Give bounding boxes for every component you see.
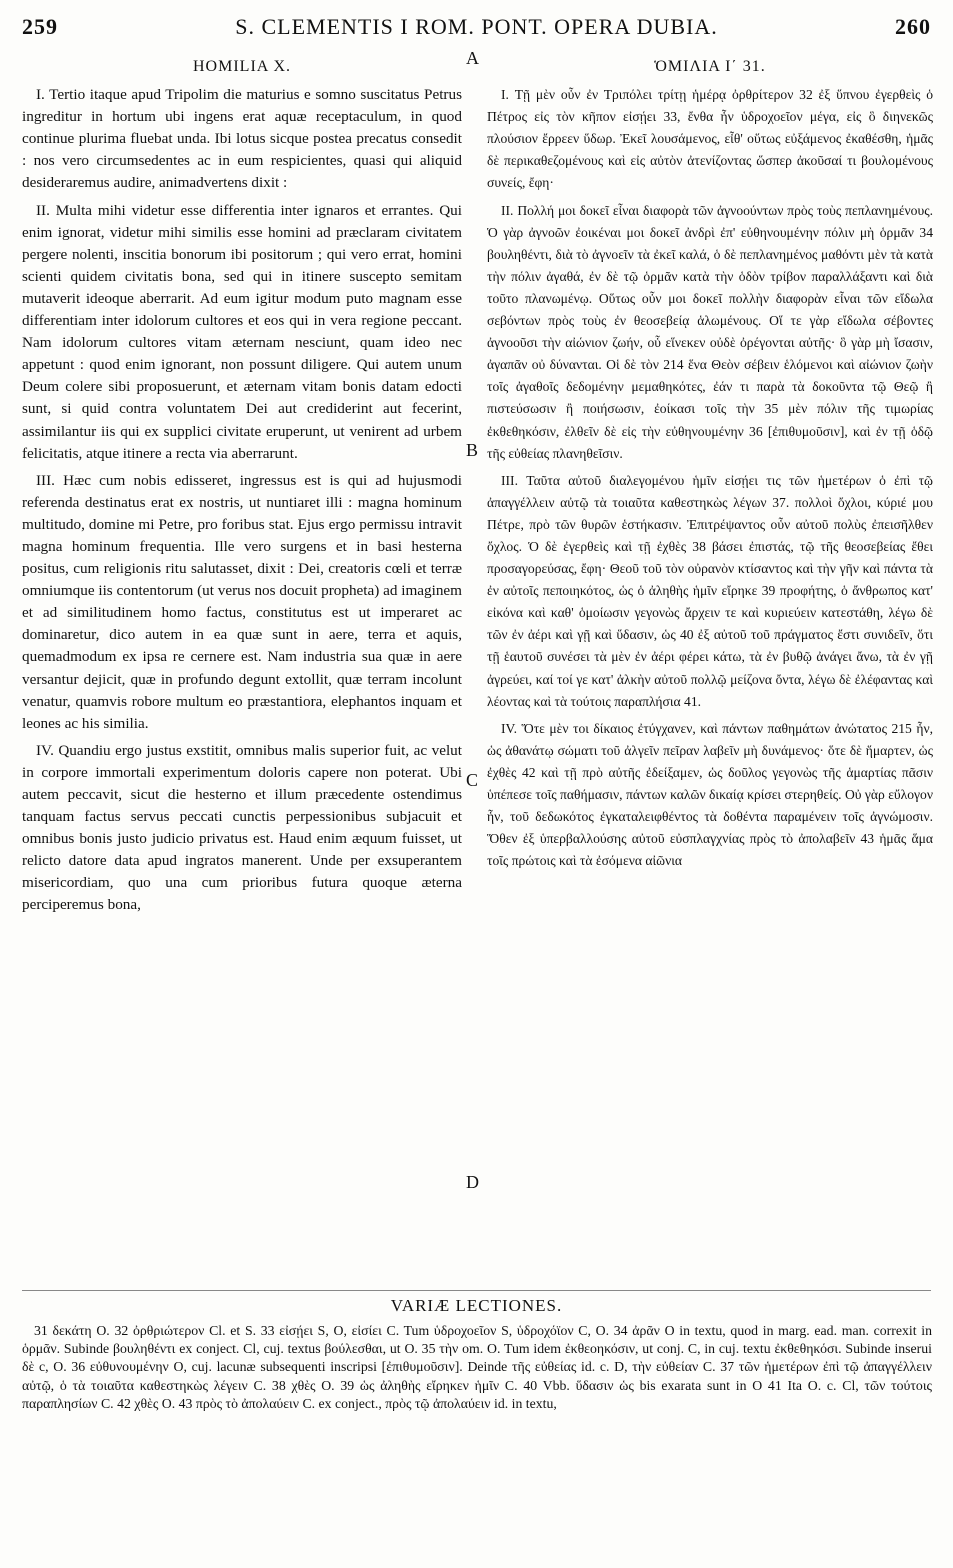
greek-paragraph-3: III. Ταῦτα αὐτοῦ διαλεγομένου ἡμῖν εἰσῄει τις τῶν ἡμετέρων ὁ ἐπὶ τῷ ἀπαγγέλλειν αὐτῷ τὰ τοιαῦτα καθεστηκὼς λέγων 37. πολλοὶ ὄχλοι, κύριέ μου Πέτρε, πρὸ τῶν θυρῶν ἑστήκασιν. Ἐπιτρέψαντος οὖν αὐτοῦ πολὺς ἐπεισῆλθεν ὄχλος. Ὁ δὲ ἐγερθεὶς καὶ τῇ ἐχθὲς 38 βάσει ἐπιστάς, τῷ τῆς θεοσεβείας ἔθει προσαγορεύσας, ἔφη· Θεοῦ τοῦ τὸν οὐρανὸν κτίσαντος καὶ τὴν γῆν καὶ πάντα τὰ ἐν αὐτοῖς πεποιηκότος, ὡς ὁ ἀληθὴς ἡμῖν εἴρηκε 39 προφήτης, ὁ ἄνθρωπος κατ' εἰκόνα καὶ καθ' ὁμοίωσιν γεγονὼς ἄρχειν τε καὶ κυριεύειν κατεστάθη, λέγω δὲ τῶν ἐν ἀέρι καὶ γῇ καὶ ὕδασιν, ὡς 40 ἐξ αὐτοῦ τοῦ πράγματος ἔστι συνιδεῖν, ὅτι τῇ ἑαυτοῦ συνέσει τὰ μὲν ἐν ἀέρι φέρει κάτω, τὰ ἐν βυθῷ ἀνάγει ἄνω, τὰ ἐν γῇ ἀγρεύει, καί τοί γε κατ' ἀλκὴν αὐτοῦ πολλῷ μείζονα ὄντα, λέγω δὲ ἐλέφαντας καὶ λέοντας καὶ τὰ τούτοις παραπλήσια 41. [487, 472, 933, 709]
margin-letter-a: A [466, 48, 479, 68]
greek-column [487, 56, 933, 1284]
greek-paragraph-2: II. Πολλή μοι δοκεῖ εἶναι διαφορὰ τῶν ἀγνοούντων πρὸς τοὺς πεπλανημένους. Ὁ γὰρ ἀγνοῶν ἐοικέναι μοι δοκεῖ ἀνδρὶ ἐπ' εὐθηνουμένην πόλιν μὴ ὁρμᾶν 34 βουληθέντι, διὰ τὸ ἀγνοεῖν τὰ ἐκεῖ καλά, ὁ δὲ πεπλανημένος μαθόντι μὲν τὰ κατὰ τὴν πόλιν ἀγαθά, ἐν δὲ τῷ ὁρμᾶν κατὰ τὴν ὁδὸν τρίβον παραλλάξαντι καὶ διὰ τοῦτο πλανωμένῳ. Οὕτως οὖν μοι δοκεῖ πολλὴν διαφορὰν εἶναι τῶν εἴδωλα σεβόντων πρὸς τοὺς ἐν θεοσεβείᾳ ἁλωμένους. Οἵ τε γὰρ εἴδωλα σέβοντες ἀγνοοῦσι τὴν αἰώνιον ζωήν, οὗ εἵνεκεν οὐδὲ ὀρέγονται αὐτῆς· ὃ γὰρ μὴ ἴσασιν, ἀγαπᾶν οὐ δύνανται. Οἱ δὲ τὸν 214 ἕνα Θεὸν σέβειν ἑλόμενοι καὶ αἰώνιον ζωὴν τοῖς ἀγαθοῖς δεδομένην μεμαθηκότες, ἐάν τι παρὰ τὰ δοκοῦντα τῷ Θεῷ ἢ πιστεύσωσιν ἢ ποιήσωσιν, ἐοίκασι τοῖς τὴν 35 μὲν πόλιν τῆς τιμωρίας ἐκθεθηκόσιν, ἐλθεῖν δὲ εἰς τὴν εὐθηνουμένην 36 [ἐπιθυμοῦσιν], καὶ ἐν τῇ ὁδῷ τῆς εὐθείας πλανηθεῖσιν. [487, 202, 933, 461]
variae-lectiones-title: VARIÆ LECTIONES. [390, 1296, 563, 1315]
page-number-left: 259 [22, 14, 58, 39]
greek-title: ὉΜΙΛΙΑ Ι΄ 31. [654, 58, 766, 75]
margin-letter-c: C [466, 770, 479, 790]
latin-title: HOMILIA X. [193, 58, 291, 75]
running-title: S. CLEMENTIS I ROM. PONT. OPERA DUBIA. [235, 14, 718, 39]
footnote-divider [22, 1290, 931, 1291]
margin-letter-d: D [466, 1172, 479, 1192]
variae-lectiones-notes: 31 δεκάτη O. 32 ὀρθριώτερον Cl. et S. 33 εἰσῄει S, O, εἰσίει C. Tum ὑδροχοεῖον S, ὑδροχόϊον C, O. 34 ἀρᾶν O in textu, quod in marg. ead. man. correxit in ὁρμᾶν. Subinde βουληθέντι ex conject. Cl, cuj. textus βούλεσθαι, ut O. 35 τὴν om. O. Tum idem ἐκθεοηκόσιν, ut conj. C, in cuj. textu ἐκθεθηκόσι. Subinde inserui δὲ c, O. 36 εὐθυνουμένην O, cuj. lacunæ subsequenti inscripsi [ἐπιθυμοῦσιν]. Deinde τῆς εὐθείας id. c. D, τὴν εὐθείαν C. 37 τῶν ἡμετέρων ἐπὶ τῷ ἀπαγγέλλειν αὐτῷ, ὁ τὰ τοιαῦτα καθεστηκὼς λέγειν C. 38 χθὲς O. 39 ὡς ἀληθὴς εἴρηκεν ἡμῖν C. 40 Vbb. ὕδασιν ὡς bis exarata sunt in O 41 Ita O. c. Cl, τῶν τούτοις παραπλησίων C. 42 χθὲς O. 43 πρὸς τὸ ἀπολαύειν C. ex conject., πρὸς τῷ ἀπολαύειν id. in textu, [22, 1323, 932, 1411]
greek-paragraph-4: IV. Ὅτε μὲν τοι δίκαιος ἐτύγχανεν, καὶ πάντων παθημάτων ἀνώτατος 215 ἦν, ὡς ἀθανάτῳ σώματι τοῦ ἀλγεῖν πεῖραν λαβεῖν μὴ δυνάμενος· ὅτε δὲ ἥμαρτεν, ὡς ἐχθὲς 42 καὶ τῇ πρὸ αὐτῆς ἐδείξαμεν, ὡς δοῦλος γεγονὼς τῆς ἁμαρτίας πᾶσιν ὑπέπεσε τοῖς παθήμασιν, πάντων καλῶν δικαίᾳ κρίσει στερηθείς. Οὐ γὰρ εὔλογον ἦν, τοῦ δεδωκότος ἐγκαταλειφθέντος τὰ δοθέντα παραμένειν τοῖς ἀγνώμοσιν. Ὅθεν ἐξ ὑπερβαλλούσης αὐτοῦ εὐσπλαγχνίας πρὸς τὸ ἀπολαβεῖν 43 ἡμᾶς ἅμα τοῖς πρώτοις καὶ τὰ ἐσόμενα αἰῶνια [487, 720, 933, 869]
greek-paragraph-1: I. Τῇ μὲν οὖν ἐν Τριπόλει τρίτῃ ἡμέρᾳ ὀρθρίτερον 32 ἐξ ὕπνου ἐγερθεὶς ὁ Πέτρος εἰς τὸν κῆπον εἰσῄει 33, ἔνθα ἦν ὑδροχοεῖον μέγα, εἰς ὃ διηνεκῶς πλούσιον ἔρρεεν ὕδωρ. Ἐκεῖ λουσάμενος, εἶθ' οὕτως εὐξάμενος ἐκαθέσθη, ἡμᾶς δὲ περικαθεζομένους καὶ εἰς αὐτὸν ἀτενίζοντας ὥσπερ ἀκοῦσαί τι βουλομένους συνείς, ἔφη· [487, 87, 933, 191]
latin-paragraph-1: I. Tertio itaque apud Tripolim die maturius e somno suscitatus Petrus ingreditur in hortum ubi ingens erat aquæ receptaculum, in quod continue plurima fluebat unda. Ibi lotus sicque postea precatus consedit : nos vero circumsedentes ac in eum respicientes, quasi qui aliquid desideraremus audire, animadvertens dixit : [22, 86, 462, 192]
latin-paragraph-4: IV. Quandiu ergo justus exstitit, omnibus malis superior fuit, ac velut in corpore immortali experimentum doloris capere non poterat. Ubi autem peccavit, sicut die hesterno et illum præcedente ostendimus tanquam factus servus peccati cunctis perpessionibus subjacuit et omnibus bonis justo judicio privatus est. Haud enim æquum fuisset, ut relicto datore data apud ingratos manerent. Unde per exsuperantem misericordiam, quo una cum prioribus futura quoque æterna perciperemus bona, [22, 741, 462, 914]
latin-paragraph-3: III. Hæc cum nobis edisseret, ingressus est is qui ad hujusmodi referenda destinatus erat ex nostris, ut nuntiaret illi : magna hominum multitudo, domine mi Petre, pro foribus stat. Ejus ergo permissu intravit magna hominum frequentia. Ille vero surgens et in basi hesterna positus, cum religionis ritu salutasset, dixit : Dei, creatoris cœli et terræ omniumque iis contentorum (ut verus nos docuit propheta) ad imaginem et ad similitudinem homo factus, constitutus est ut imperaret ac dominaretur, dico autem in ea quæ sunt in aere, terra et aquis, quemadmodum ex ipsa re cernere est. Nam industria sua quæ in aere versantur dejicit, quæ in profundo degunt extollit, quæ terram incolunt venatur, quamvis robore multum eo præstantiora, elephantos inquam et leones ac his similia. [22, 471, 462, 732]
page-header [22, 14, 931, 44]
latin-paragraph-2: II. Multa mihi videtur esse differentia inter ignaros et errantes. Qui enim ignorat, videtur mihi similis esse homini ad præclaram civitatem pergere nolenti, inscitia bonorum ibi positorum ; qui vero errat, homini scienti quidem civitatis bona, sed qui in itinere suscepto semitam mutaverit ideoque aberrarit. Ad eum igitur modum puto magnam esse differentiam inter idolorum cultores et eos qui in vera regione peccant. Nam idolorum cultores vitam æternam nesciunt, quam ideo nec appetunt : quod enim ignorant, non possunt diligere. Qui autem unum Deum colere sibi proposuerunt, et æternam vitam bonis datam edocti sunt, si quid contra voluntatem Dei aut crediderint aut fecerint, assimilantur iis qui ex supplici civitate eruperunt, ut venirent ad urbem felicitatis, atque itinere a recta via aberrarunt. [22, 201, 462, 462]
page-number-right: 260 [895, 14, 931, 39]
latin-column [22, 56, 462, 1284]
margin-letter-b: B [466, 440, 479, 460]
